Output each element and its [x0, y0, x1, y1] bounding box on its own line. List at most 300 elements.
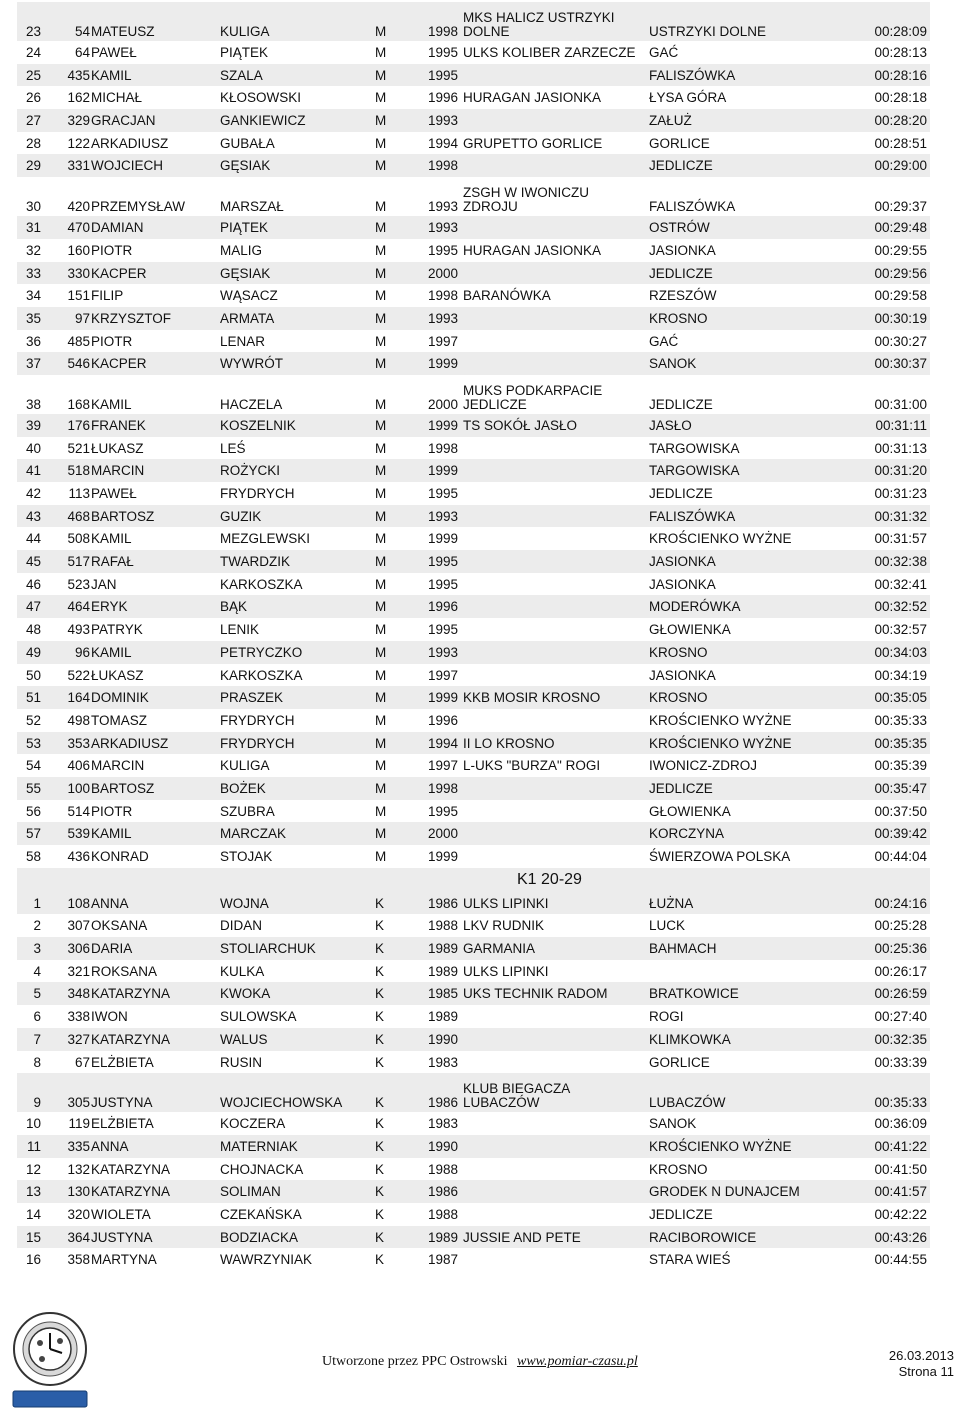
first-name-cell: ERYK	[91, 599, 128, 615]
bib-cell: 493	[67, 622, 90, 638]
footer-page-number: Strona 11	[898, 1364, 954, 1379]
first-name-cell: ELŻBIETA	[91, 1054, 154, 1070]
time-cell: 00:31:00	[874, 396, 927, 412]
last-name-cell: KARKOSZKA	[220, 576, 303, 592]
birth-year-cell: 1990	[428, 1031, 459, 1047]
city-cell: BAHMACH	[649, 941, 717, 957]
sex-cell: M	[375, 67, 387, 83]
city-cell: RZESZÓW	[649, 288, 717, 304]
time-cell: 00:41:22	[874, 1138, 927, 1154]
city-cell: KROSNO	[649, 644, 708, 660]
club-cell: ULKS LIPINKI	[463, 895, 549, 911]
table-row	[17, 777, 930, 800]
club-cell: LUBACZÓW	[463, 1095, 540, 1111]
birth-year-cell: 1999	[428, 417, 459, 433]
place-cell: 10	[25, 1116, 41, 1132]
birth-year-cell: 1998	[428, 158, 459, 174]
time-cell: 00:32:41	[874, 576, 927, 592]
club-cell: JUSSIE AND PETE	[463, 1229, 581, 1245]
city-cell: KROŚCIENKO WYŻNE	[649, 712, 792, 728]
club-cell: L-UKS "BURZA" ROGI	[463, 758, 601, 774]
club-cell: KLUB BIEGACZA	[463, 1081, 571, 1097]
place-cell: 57	[25, 826, 41, 842]
table-row	[17, 1226, 930, 1249]
time-cell: 00:29:56	[874, 265, 927, 281]
time-cell: 00:37:50	[874, 803, 927, 819]
sex-cell: M	[375, 644, 387, 660]
birth-year-cell: 1989	[428, 941, 459, 957]
first-name-cell: TOMASZ	[91, 712, 148, 728]
table-row	[17, 2, 930, 41]
city-cell: MODERÓWKA	[649, 599, 741, 615]
first-name-cell: OKSANA	[91, 918, 148, 934]
birth-year-cell: 1999	[428, 356, 459, 372]
table-row	[17, 375, 930, 414]
first-name-cell: PAWEŁ	[91, 486, 137, 501]
results-group-k1	[17, 892, 930, 1271]
time-cell: 00:34:03	[874, 644, 927, 660]
bib-cell: 338	[67, 1009, 90, 1025]
table-row	[17, 732, 930, 755]
city-cell: BRATKOWICE	[649, 986, 739, 1002]
table-row	[17, 132, 930, 155]
sex-cell: M	[375, 486, 387, 501]
place-cell: 14	[25, 1206, 41, 1222]
bib-cell: 436	[67, 849, 90, 864]
first-name-cell: ANNA	[91, 895, 129, 911]
sex-cell: M	[375, 199, 387, 215]
place-cell: 53	[25, 735, 41, 751]
first-name-cell: PIOTR	[91, 803, 133, 819]
birth-year-cell: 1983	[428, 1116, 459, 1132]
first-name-cell: ŁUKASZ	[91, 667, 144, 683]
sex-cell: K	[375, 1009, 385, 1025]
place-cell: 51	[25, 690, 41, 706]
time-cell: 00:44:04	[874, 849, 927, 864]
first-name-cell: GRACJAN	[91, 113, 156, 129]
place-cell: 36	[25, 333, 41, 349]
sex-cell: M	[375, 45, 387, 60]
city-cell: LUBACZÓW	[649, 1095, 726, 1111]
table-row	[17, 216, 930, 239]
time-cell: 00:32:52	[874, 599, 927, 615]
city-cell: JASIONKA	[649, 242, 716, 258]
first-name-cell: KACPER	[91, 265, 147, 281]
first-name-cell: ROKSANA	[91, 963, 158, 979]
place-cell: 8	[33, 1054, 41, 1070]
bib-cell: 119	[68, 1116, 90, 1132]
time-cell: 00:30:19	[874, 310, 927, 326]
table-row	[17, 595, 930, 618]
sex-cell: M	[375, 90, 387, 106]
footer-website-link[interactable]: www.pomiar-czasu.pl	[516, 1354, 638, 1369]
first-name-cell: RAFAŁ	[91, 554, 134, 570]
club-cell: MUKS PODKARPACIE	[463, 382, 603, 398]
first-name-cell: MARCIN	[91, 463, 145, 479]
city-cell: KROŚCIENKO WYŻNE	[649, 735, 792, 751]
club-cell: ZDROJU	[463, 199, 518, 215]
birth-year-cell: 1995	[428, 45, 459, 60]
last-name-cell: ARMATA	[220, 310, 275, 326]
place-cell: 58	[25, 849, 41, 864]
time-cell: 00:32:35	[874, 1031, 927, 1047]
sex-cell: M	[375, 417, 387, 433]
bib-cell: 523	[67, 576, 90, 592]
first-name-cell: KAMIL	[91, 396, 132, 412]
birth-year-cell: 1989	[428, 963, 459, 979]
last-name-cell: RUSIN	[220, 1054, 263, 1070]
table-row	[17, 641, 930, 664]
last-name-cell: GĘSIAK	[220, 265, 271, 281]
first-name-cell: KONRAD	[91, 849, 149, 864]
city-cell: KROSNO	[649, 1161, 708, 1177]
first-name-cell: IWON	[91, 1009, 128, 1025]
last-name-cell: GĘSIAK	[220, 158, 271, 174]
time-cell: 00:43:26	[874, 1229, 927, 1245]
last-name-cell: ROŻYCKI	[220, 463, 281, 479]
time-cell: 00:41:57	[874, 1184, 927, 1200]
birth-year-cell: 1995	[428, 486, 459, 501]
first-name-cell: KAMIL	[91, 67, 132, 83]
bib-cell: 132	[67, 1161, 90, 1177]
city-cell: GAĆ	[649, 45, 679, 60]
table-row	[17, 914, 930, 937]
birth-year-cell: 1997	[428, 758, 459, 774]
table-row	[17, 618, 930, 641]
table-row	[17, 573, 930, 596]
place-cell: 11	[26, 1138, 41, 1154]
last-name-cell: MATERNIAK	[220, 1138, 298, 1154]
first-name-cell: DOMINIK	[91, 690, 149, 706]
city-cell: GORLICE	[649, 135, 710, 151]
last-name-cell: WYWRÓT	[220, 356, 283, 372]
city-cell: IWONICZ-ZDROJ	[649, 758, 757, 774]
birth-year-cell: 1996	[428, 599, 459, 615]
place-cell: 40	[25, 440, 41, 456]
sex-cell: K	[375, 963, 385, 979]
sex-cell: M	[375, 690, 387, 706]
place-cell: 56	[25, 803, 41, 819]
birth-year-cell: 2000	[428, 396, 459, 412]
first-name-cell: PAWEŁ	[91, 45, 137, 60]
category-title: K1 20-29	[517, 870, 582, 888]
table-row	[17, 982, 930, 1005]
birth-year-cell: 1985	[428, 986, 459, 1002]
bib-cell: 518	[67, 463, 90, 479]
last-name-cell: KWOKA	[220, 986, 271, 1002]
city-cell: FALISZÓWKA	[649, 508, 736, 524]
sex-cell: M	[375, 758, 387, 774]
first-name-cell: PIOTR	[91, 333, 133, 349]
birth-year-cell: 1987	[428, 1252, 459, 1268]
bib-cell: 498	[67, 712, 90, 728]
table-row	[17, 330, 930, 353]
last-name-cell: CHOJNACKA	[220, 1161, 304, 1177]
last-name-cell: BĄK	[220, 599, 248, 615]
first-name-cell: DARIA	[91, 941, 133, 957]
last-name-cell: MARSZAŁ	[220, 199, 284, 215]
first-name-cell: KATARZYNA	[91, 1184, 171, 1200]
bib-cell: 122	[67, 135, 90, 151]
place-cell: 38	[25, 396, 41, 412]
table-row	[17, 307, 930, 330]
city-cell: JEDLICZE	[649, 1206, 713, 1222]
place-cell: 15	[25, 1229, 41, 1245]
place-cell: 35	[25, 310, 41, 326]
birth-year-cell: 1997	[428, 667, 459, 683]
city-cell: LUCK	[649, 918, 686, 934]
last-name-cell: PIĄTEK	[220, 45, 269, 60]
birth-year-cell: 1997	[428, 333, 459, 349]
first-name-cell: KATARZYNA	[91, 1031, 171, 1047]
time-cell: 00:28:51	[874, 135, 927, 151]
time-cell: 00:30:37	[874, 356, 927, 372]
sex-cell: K	[375, 1161, 385, 1177]
last-name-cell: WOJCIECHOWSKA	[220, 1095, 343, 1111]
sex-cell: M	[375, 599, 387, 615]
sex-cell: M	[375, 288, 387, 304]
sex-cell: K	[375, 941, 385, 957]
last-name-cell: MARCZAK	[220, 826, 287, 842]
first-name-cell: WOJCIECH	[91, 158, 163, 174]
city-cell: ZAŁUŻ	[649, 113, 692, 129]
first-name-cell: KAMIL	[91, 531, 132, 547]
sex-cell: K	[375, 1116, 385, 1132]
bib-cell: 331	[67, 158, 90, 174]
birth-year-cell: 1996	[428, 90, 459, 106]
club-cell: JEDLICZE	[463, 396, 527, 412]
birth-year-cell: 1986	[428, 1095, 459, 1111]
time-cell: 00:29:00	[874, 158, 927, 174]
last-name-cell: SZUBRA	[220, 803, 275, 819]
city-cell: GORLICE	[649, 1054, 710, 1070]
bib-cell: 162	[67, 90, 90, 106]
table-row	[17, 437, 930, 460]
time-cell: 00:30:27	[874, 333, 927, 349]
sex-cell: M	[375, 826, 387, 842]
club-cell: II LO KROSNO	[463, 735, 555, 751]
birth-year-cell: 1988	[428, 918, 459, 934]
footer-credit	[322, 1354, 638, 1370]
first-name-cell: BARTOSZ	[91, 508, 155, 524]
footer-date: 26.03.2013	[888, 1348, 954, 1363]
club-cell: DOLNE	[463, 24, 510, 39]
bib-cell: 327	[67, 1031, 90, 1047]
city-cell: JEDLICZE	[649, 158, 713, 174]
table-row	[17, 262, 930, 285]
sex-cell: M	[375, 712, 387, 728]
place-cell: 34	[25, 288, 41, 304]
first-name-cell: KRZYSZTOF	[91, 310, 172, 326]
table-row	[17, 686, 930, 709]
place-cell: 12	[25, 1161, 41, 1177]
sex-cell: K	[375, 918, 385, 934]
first-name-cell: PIOTR	[91, 242, 133, 258]
first-name-cell: MARCIN	[91, 758, 145, 774]
place-cell: 16	[25, 1252, 41, 1268]
first-name-cell: ŁUKASZ	[91, 440, 144, 456]
city-cell: GRODEK N DUNAJCEM	[649, 1184, 800, 1200]
city-cell: ŚWIERZOWA POLSKA	[649, 849, 791, 864]
last-name-cell: TWARDZIK	[220, 554, 290, 570]
first-name-cell: KAMIL	[91, 644, 132, 660]
first-name-cell: ANNA	[91, 1138, 129, 1154]
bib-cell: 321	[67, 963, 90, 979]
time-cell: 00:31:32	[874, 508, 927, 524]
place-cell: 33	[25, 265, 41, 281]
sex-cell: M	[375, 220, 387, 236]
first-name-cell: MARTYNA	[91, 1252, 157, 1268]
city-cell: ŁYSA GÓRA	[649, 90, 727, 106]
table-row	[17, 960, 930, 983]
birth-year-cell: 1988	[428, 1161, 459, 1177]
first-name-cell: KATARZYNA	[91, 1161, 171, 1177]
bib-cell: 464	[67, 599, 90, 615]
birth-year-cell: 1986	[428, 1184, 459, 1200]
bib-cell: 160	[67, 242, 90, 258]
city-cell: OSTRÓW	[649, 220, 710, 236]
bib-cell: 305	[67, 1095, 90, 1111]
sex-cell: M	[375, 508, 387, 524]
club-cell: LKV RUDNIK	[463, 918, 545, 934]
bib-cell: 100	[67, 780, 90, 796]
table-row	[17, 1203, 930, 1226]
sex-cell: M	[375, 622, 387, 638]
table-row	[17, 550, 930, 573]
footer-credit-text: Utworzone przez PPC Ostrowski	[322, 1354, 508, 1369]
table-row	[17, 41, 930, 64]
birth-year-cell: 2000	[428, 265, 459, 281]
last-name-cell: WAWRZYNIAK	[220, 1252, 312, 1268]
first-name-cell: ARKADIUSZ	[91, 735, 169, 751]
time-cell: 00:25:28	[874, 918, 927, 934]
last-name-cell: LENIK	[220, 622, 260, 638]
last-name-cell: BODZIACKA	[220, 1229, 299, 1245]
bib-cell: 420	[67, 199, 90, 215]
place-cell: 55	[25, 780, 41, 796]
place-cell: 48	[25, 622, 41, 638]
time-cell: 00:32:57	[874, 622, 927, 638]
sex-cell: M	[375, 135, 387, 151]
first-name-cell: KAMIL	[91, 826, 132, 842]
club-cell: KKB MOSIR KROSNO	[463, 690, 601, 706]
bib-cell: 335	[67, 1138, 90, 1154]
sex-cell: K	[375, 1138, 385, 1154]
bib-cell: 521	[67, 440, 90, 456]
club-cell: UKS TECHNIK RADOM	[463, 986, 608, 1002]
bib-cell: 108	[67, 895, 90, 911]
birth-year-cell: 1995	[428, 622, 459, 638]
place-cell: 39	[25, 417, 41, 433]
time-cell: 00:26:59	[874, 986, 927, 1002]
bib-cell: 406	[67, 758, 90, 774]
place-cell: 47	[25, 599, 41, 615]
city-cell: GŁOWIENKA	[649, 803, 731, 819]
birth-year-cell: 1986	[428, 895, 459, 911]
city-cell: KROSNO	[649, 310, 708, 326]
place-cell: 7	[33, 1031, 41, 1047]
last-name-cell: WALUS	[220, 1031, 268, 1047]
bib-cell: 485	[67, 333, 90, 349]
city-cell: JEDLICZE	[649, 396, 713, 412]
place-cell: 6	[33, 1009, 41, 1025]
city-cell: KLIMKOWKA	[649, 1031, 731, 1047]
birth-year-cell: 1993	[428, 310, 459, 326]
category-header	[17, 868, 930, 892]
first-name-cell: FRANEK	[91, 417, 146, 433]
time-cell: 00:39:42	[874, 826, 927, 842]
city-cell: GŁOWIENKA	[649, 622, 731, 638]
sex-cell: K	[375, 1031, 385, 1047]
first-name-cell: BARTOSZ	[91, 780, 155, 796]
bib-cell: 54	[74, 24, 90, 39]
last-name-cell: FRYDRYCH	[220, 712, 295, 728]
club-cell: GRUPETTO GORLICE	[463, 135, 603, 151]
sex-cell: M	[375, 576, 387, 592]
bib-cell: 514	[67, 803, 90, 819]
last-name-cell: LENAR	[220, 333, 266, 349]
time-cell: 00:35:35	[874, 735, 927, 751]
last-name-cell: BOŻEK	[220, 780, 266, 796]
last-name-cell: WĄSACZ	[220, 288, 278, 304]
place-cell: 32	[25, 242, 41, 258]
bib-cell: 113	[68, 486, 90, 501]
city-cell: JASIONKA	[649, 667, 716, 683]
last-name-cell: STOLIARCHUK	[220, 941, 316, 957]
table-row	[17, 892, 930, 915]
place-cell: 54	[25, 758, 41, 774]
time-cell: 00:44:55	[874, 1252, 927, 1268]
last-name-cell: PETRYCZKO	[220, 644, 303, 660]
club-cell: TS SOKÓŁ JASŁO	[463, 417, 578, 433]
last-name-cell: PRASZEK	[220, 690, 284, 706]
time-cell: 00:31:11	[875, 417, 927, 433]
sex-cell: K	[375, 1054, 385, 1070]
city-cell: JEDLICZE	[649, 486, 713, 501]
place-cell: 28	[25, 135, 41, 151]
place-cell: 50	[25, 667, 41, 683]
sex-cell: K	[375, 986, 385, 1002]
bib-cell: 522	[67, 667, 90, 683]
sex-cell: K	[375, 895, 385, 911]
club-cell: HURAGAN JASIONKA	[463, 90, 602, 106]
city-cell: RACIBOROWICE	[649, 1229, 757, 1245]
table-row	[17, 154, 930, 177]
table-row	[17, 1248, 930, 1271]
time-cell: 00:29:55	[874, 242, 927, 258]
first-name-cell: KATARZYNA	[91, 986, 171, 1002]
bib-cell: 546	[67, 356, 90, 372]
place-cell: 29	[25, 158, 41, 174]
city-cell: JASŁO	[649, 417, 692, 433]
last-name-cell: GUZIK	[220, 508, 262, 524]
city-cell: JASIONKA	[649, 554, 716, 570]
time-cell: 00:28:09	[874, 24, 927, 39]
time-cell: 00:29:37	[874, 199, 927, 215]
sex-cell: M	[375, 531, 387, 547]
city-cell: JEDLICZE	[649, 265, 713, 281]
results-table	[17, 2, 930, 1271]
place-cell: 44	[25, 531, 41, 547]
place-cell: 43	[25, 508, 41, 524]
time-cell: 00:24:16	[874, 895, 927, 911]
time-cell: 00:29:48	[874, 220, 927, 236]
birth-year-cell: 1993	[428, 199, 459, 215]
place-cell: 41	[25, 463, 41, 479]
table-row	[17, 352, 930, 375]
place-cell: 3	[33, 941, 41, 957]
place-cell: 27	[25, 113, 41, 129]
